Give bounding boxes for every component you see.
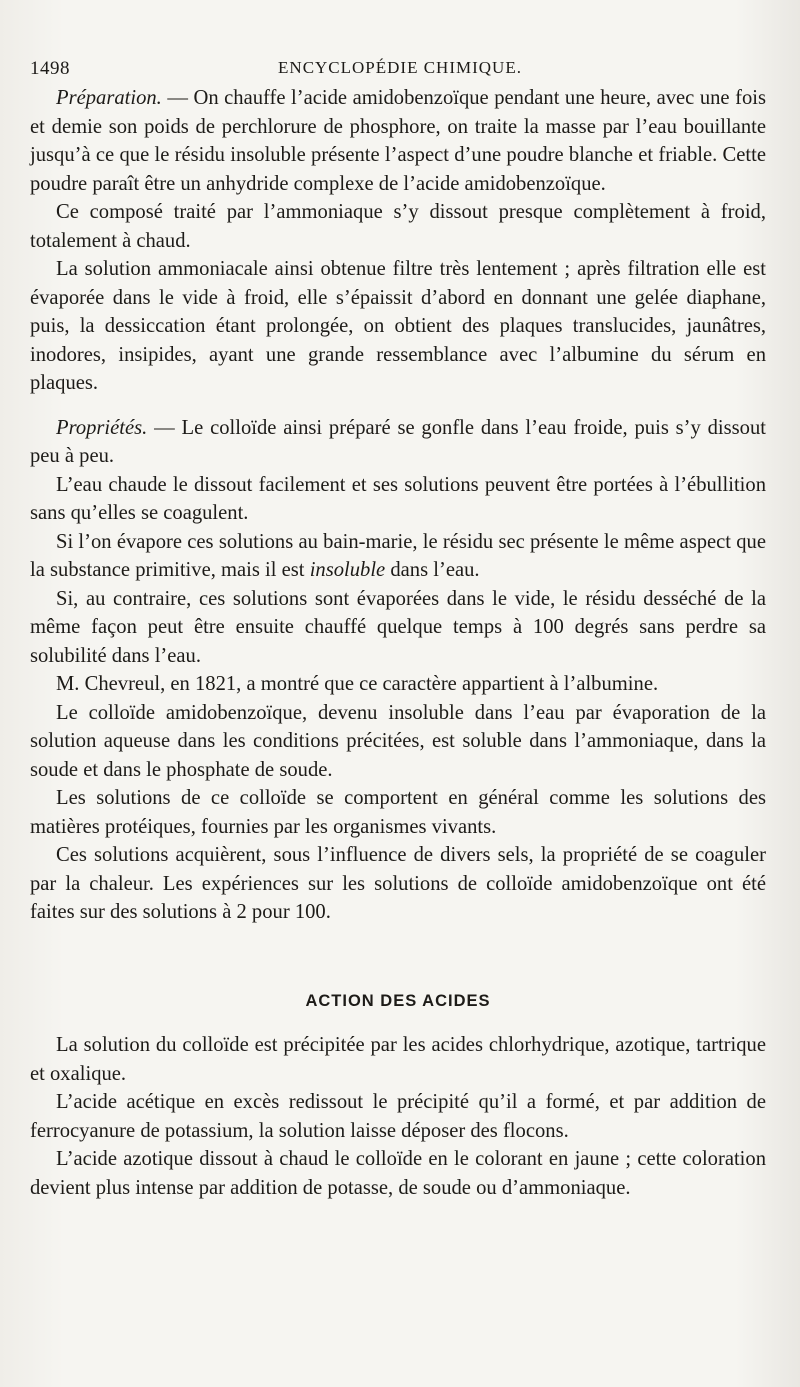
page-number: 1498 [30, 58, 70, 79]
heading-properties: Propriétés. [56, 416, 148, 439]
paragraph-nitric-acid: L’acide azotique dissout à chaud le colloïde en le colorant en jaune ; cette coloration devient plus intense par addition de potasse, de soude ou d’ammoniaque. [30, 1148, 766, 1199]
page-header [30, 58, 770, 82]
paragraph-properties [30, 414, 766, 471]
properties-text: — Le colloïde ainsi préparé se gonfle dans l’eau froide, puis s’y dissout peu à peu. [30, 416, 766, 467]
paragraph-vacuum: Si, au contraire, ces solutions sont évaporées dans le vide, le résidu desséché de la même façon peut être ensuite chauffé quelque temps à 100 degrés sans perdre sa solubilité dans l’eau. [30, 587, 766, 667]
paragraph-bain-marie [30, 528, 766, 585]
paragraph-preparation [30, 84, 766, 198]
paragraph-acid-precipitation: La solution du colloïde est précipitée par les acides chlorhydrique, azotique, tartrique et oxalique. [30, 1034, 766, 1085]
paragraph-salts: Ces solutions acquièrent, sous l’influence de divers sels, la propriété de se coaguler par la chaleur. Les expériences sur les solutions de colloïde amidobenzoïque ont été faites sur des solutions à 2 pour 100. [30, 844, 766, 923]
paragraph-ammoniacal-solution: La solution ammoniacale ainsi obtenue filtre très lentement ; après filtration elle est évaporée dans le vide à froid, elle s’épaissit d’abord en donnant une gelée diaphane, puis, la dessiccation étant prolongée, on obtient des plaques translucides, jaunâtres, inodores, insipides, ayant une grande ressemblance avec l’albumine du sérum en plaques. [30, 258, 766, 394]
insoluble-emphasis: insoluble [309, 559, 386, 581]
paragraph-chevreul: M. Chevreul, en 1821, a montré que ce caractère appartient à l’albumine. [56, 673, 659, 695]
paragraph-hot-water: L’eau chaude le dissout facilement et ses solutions peuvent être portées à l’ébullition sans qu’elles se coagulent. [30, 473, 766, 524]
running-head: ENCYCLOPÉDIE CHIMIQUE. [278, 58, 522, 77]
bain-marie-text-before: Si l’on évapore ces solutions au bain-marie, le résidu sec présente le même aspect que la substance primitive, mais il est [30, 530, 766, 581]
page-body [30, 84, 766, 1202]
paragraph-protein-solutions: Les solutions de ce colloïde se comportent en général comme les solutions des matières protéiques, fournies par les organismes vivants. [30, 787, 766, 838]
paragraph-colloid-solubility: Le colloïde amidobenzoïque, devenu insoluble dans l’eau par évaporation de la solution aqueuse dans les conditions précitées, est soluble dans l’ammoniaque, dans la soude et dans le phosphate de soude. [30, 701, 766, 781]
paragraph-acetic-acid: L’acide acétique en excès redissout le précipité qu’il a formé, et par addition de ferrocyanure de potassium, la solution laisse déposer des flocons. [30, 1091, 766, 1142]
bain-marie-text-after: dans l’eau. [385, 559, 480, 581]
paragraph-ammonia: Ce composé traité par l’ammoniaque s’y dissout presque complètement à froid, totalement à chaud. [30, 201, 766, 252]
heading-preparation: Préparation. [56, 87, 162, 109]
section-title-acids: ACTION DES ACIDES [305, 991, 491, 1010]
preparation-text: — On chauffe l’acide amidobenzoïque pendant une heure, avec une fois et demie son poids de perchlorure de phosphore, on traite la masse par l’eau bouillante jusqu’à ce que le résidu insoluble présente l’aspect d’une poudre blanche et friable. Cette poudre paraît être un anhydride complexe de l’acide amidobenzoïque. [30, 87, 766, 195]
